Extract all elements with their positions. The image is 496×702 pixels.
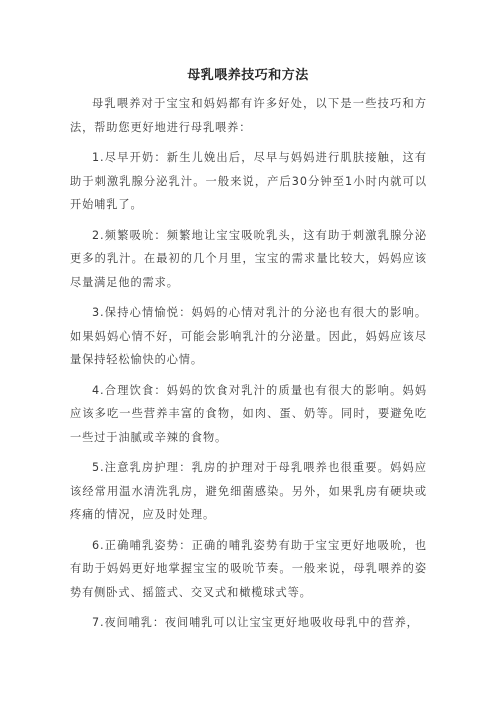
document-body <box>70 92 427 642</box>
tip-paragraph-5: 5.注意乳房护理：乳房的护理对于母乳喂养也很重要。妈妈应该经常用温水清洗乳房，避免细菌感染。另外，如果乳房有硬块或疼痛的情况，应及时处理。 <box>70 461 427 521</box>
tip-paragraph-7: 7.夜间哺乳：夜间哺乳可以让宝宝更好地吸收母乳中的营养， <box>92 616 419 629</box>
tip-paragraph-2: 2.频繁吸吮：频繁地让宝宝吸吮乳头，这有助于刺激乳腺分泌更多的乳汁。在最初的几个月里，宝宝的需求量比较大，妈妈应该尽量满足他的需求。 <box>70 228 427 289</box>
tip-paragraph-1: 1.尽早开奶：新生儿娩出后，尽早与妈妈进行肌肤接触，这有助于刺激乳腺分泌乳汁。一般来说，产后30分钟至1小时内就可以开始哺乳了。 <box>70 151 427 211</box>
document-title: 母乳喂养技巧和方法 <box>187 68 309 83</box>
tip-paragraph-4: 4.合理饮食：妈妈的饮食对乳汁的质量也有很大的影响。妈妈应该多吃一些营养丰富的食物，如肉、蛋、奶等。同时，要避免吃一些过于油腻或辛辣的食物。 <box>70 383 427 444</box>
tip-paragraph-3: 3.保持心情愉悦：妈妈的心情对乳汁的分泌也有很大的影响。如果妈妈心情不好，可能会影响乳汁的分泌量。因此，妈妈应该尽量保持轻松愉快的心情。 <box>70 306 427 366</box>
intro-paragraph: 母乳喂养对于宝宝和妈妈都有许多好处，以下是一些技巧和方法，帮助您更好地进行母乳喂养： <box>70 97 427 134</box>
tip-paragraph-6: 6.正确哺乳姿势：正确的哺乳姿势有助于宝宝更好地吸吮，也有助于妈妈更好地掌握宝宝的吸吮节奏。一般来说，母乳喂养的姿势有侧卧式、摇篮式、交叉式和橄榄球式等。 <box>70 538 427 599</box>
